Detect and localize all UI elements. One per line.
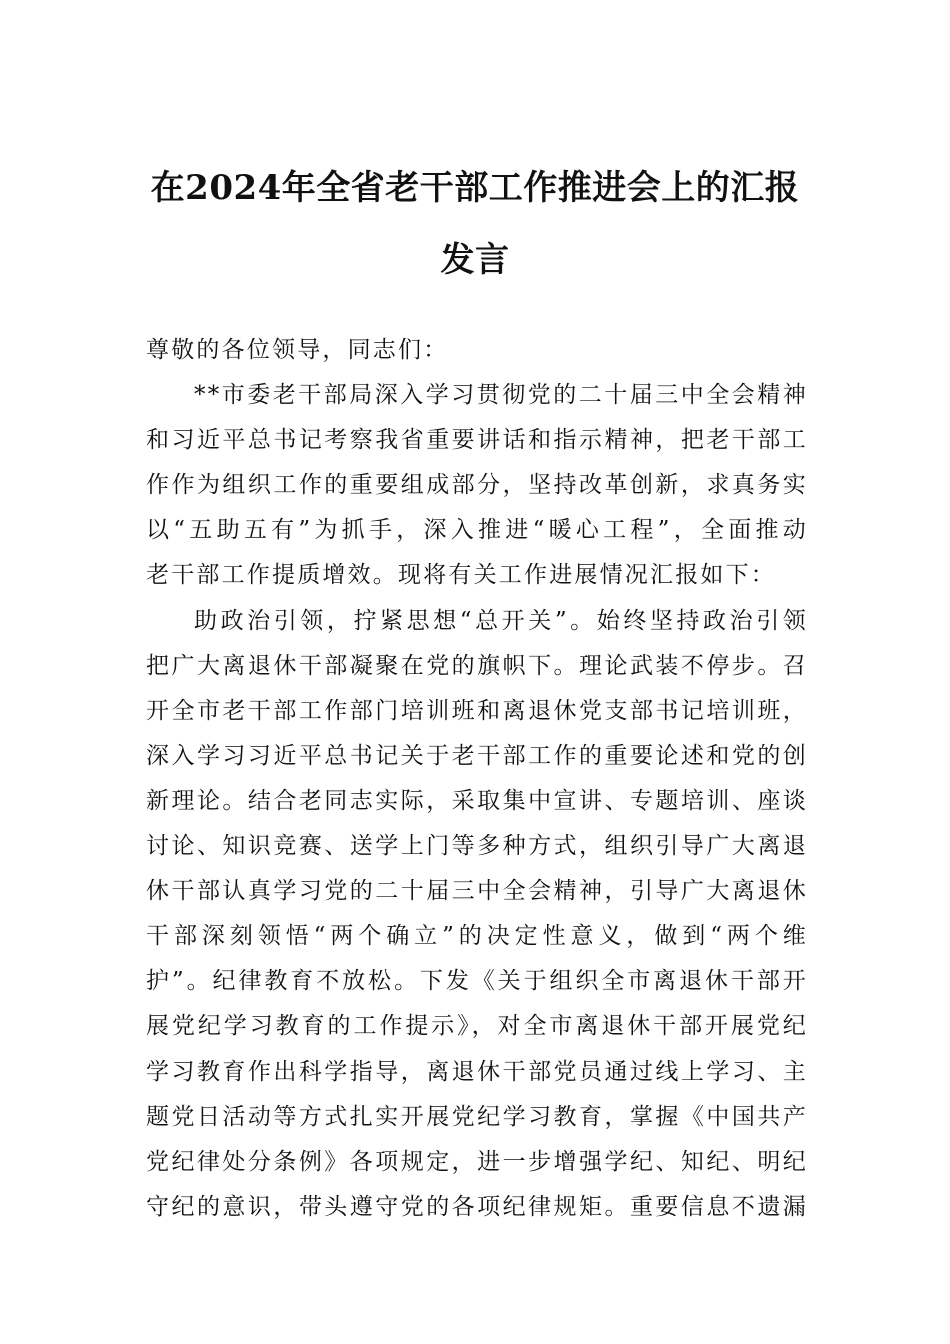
paragraph-line: 党纪律处分条例》各项规定，进一步增强学纪、知纪、明纪 <box>146 1148 808 1175</box>
paragraph-line: 讨论、知识竞赛、送学上门等多种方式，组织引导广大离退 <box>146 833 808 860</box>
title-line-2: 发言 <box>440 240 510 280</box>
paragraph-line: 干部深刻领悟“两个确立”的决定性意义，做到“两个维 <box>146 923 808 950</box>
document-title <box>120 152 830 296</box>
paragraph-1 <box>146 373 808 598</box>
paragraph-line: 深入学习习近平总书记关于老干部工作的重要论述和党的创 <box>146 742 808 769</box>
paragraph-line: 展党纪学习教育的工作提示》，对全市离退休干部开展党纪 <box>146 1013 808 1040</box>
paragraph-line: 休干部认真学习党的二十届三中全会精神，引导广大离退休 <box>146 878 808 905</box>
paragraph-line: 老干部工作提质增效。现将有关工作进展情况汇报如下： <box>146 562 776 589</box>
paragraph-line: 作作为组织工作的重要组成部分，坚持改革创新，求真务实 <box>146 472 808 499</box>
paragraph-line: 助政治引领，拧紧思想“总开关”。始终坚持政治引领 <box>194 607 808 634</box>
paragraph-line: 开全市老干部工作部门培训班和离退休党支部书记培训班， <box>146 697 808 724</box>
paragraph-line: **市委老干部局深入学习贯彻党的二十届三中全会精神 <box>194 382 808 409</box>
paragraph-2 <box>146 599 808 1230</box>
paragraph-line: 题党日活动等方式扎实开展党纪学习教育，掌握《中国共产 <box>146 1103 808 1130</box>
paragraph-line: 守纪的意识，带头遵守党的各项纪律规矩。重要信息不遗漏 <box>146 1193 808 1220</box>
paragraph-line: 和习近平总书记考察我省重要讲话和指示精神，把老干部工 <box>146 427 808 454</box>
salutation: 尊敬的各位领导，同志们： <box>146 337 449 363</box>
title-line-1: 在2024年全省老干部工作推进会上的汇报 <box>150 168 800 208</box>
paragraph-line: 以“五助五有”为抓手，深入推进“暖心工程”，全面推动 <box>146 517 808 544</box>
paragraph-line: 护”。纪律教育不放松。下发《关于组织全市离退休干部开 <box>146 968 808 995</box>
paragraph-line: 学习教育作出科学指导，离退休干部党员通过线上学习、主 <box>146 1058 808 1085</box>
paragraph-line: 新理论。结合老同志实际，采取集中宣讲、专题培训、座谈 <box>146 787 808 814</box>
document-body <box>146 328 808 1230</box>
paragraph-line: 把广大离退休干部凝聚在党的旗帜下。理论武装不停步。召 <box>146 652 808 679</box>
